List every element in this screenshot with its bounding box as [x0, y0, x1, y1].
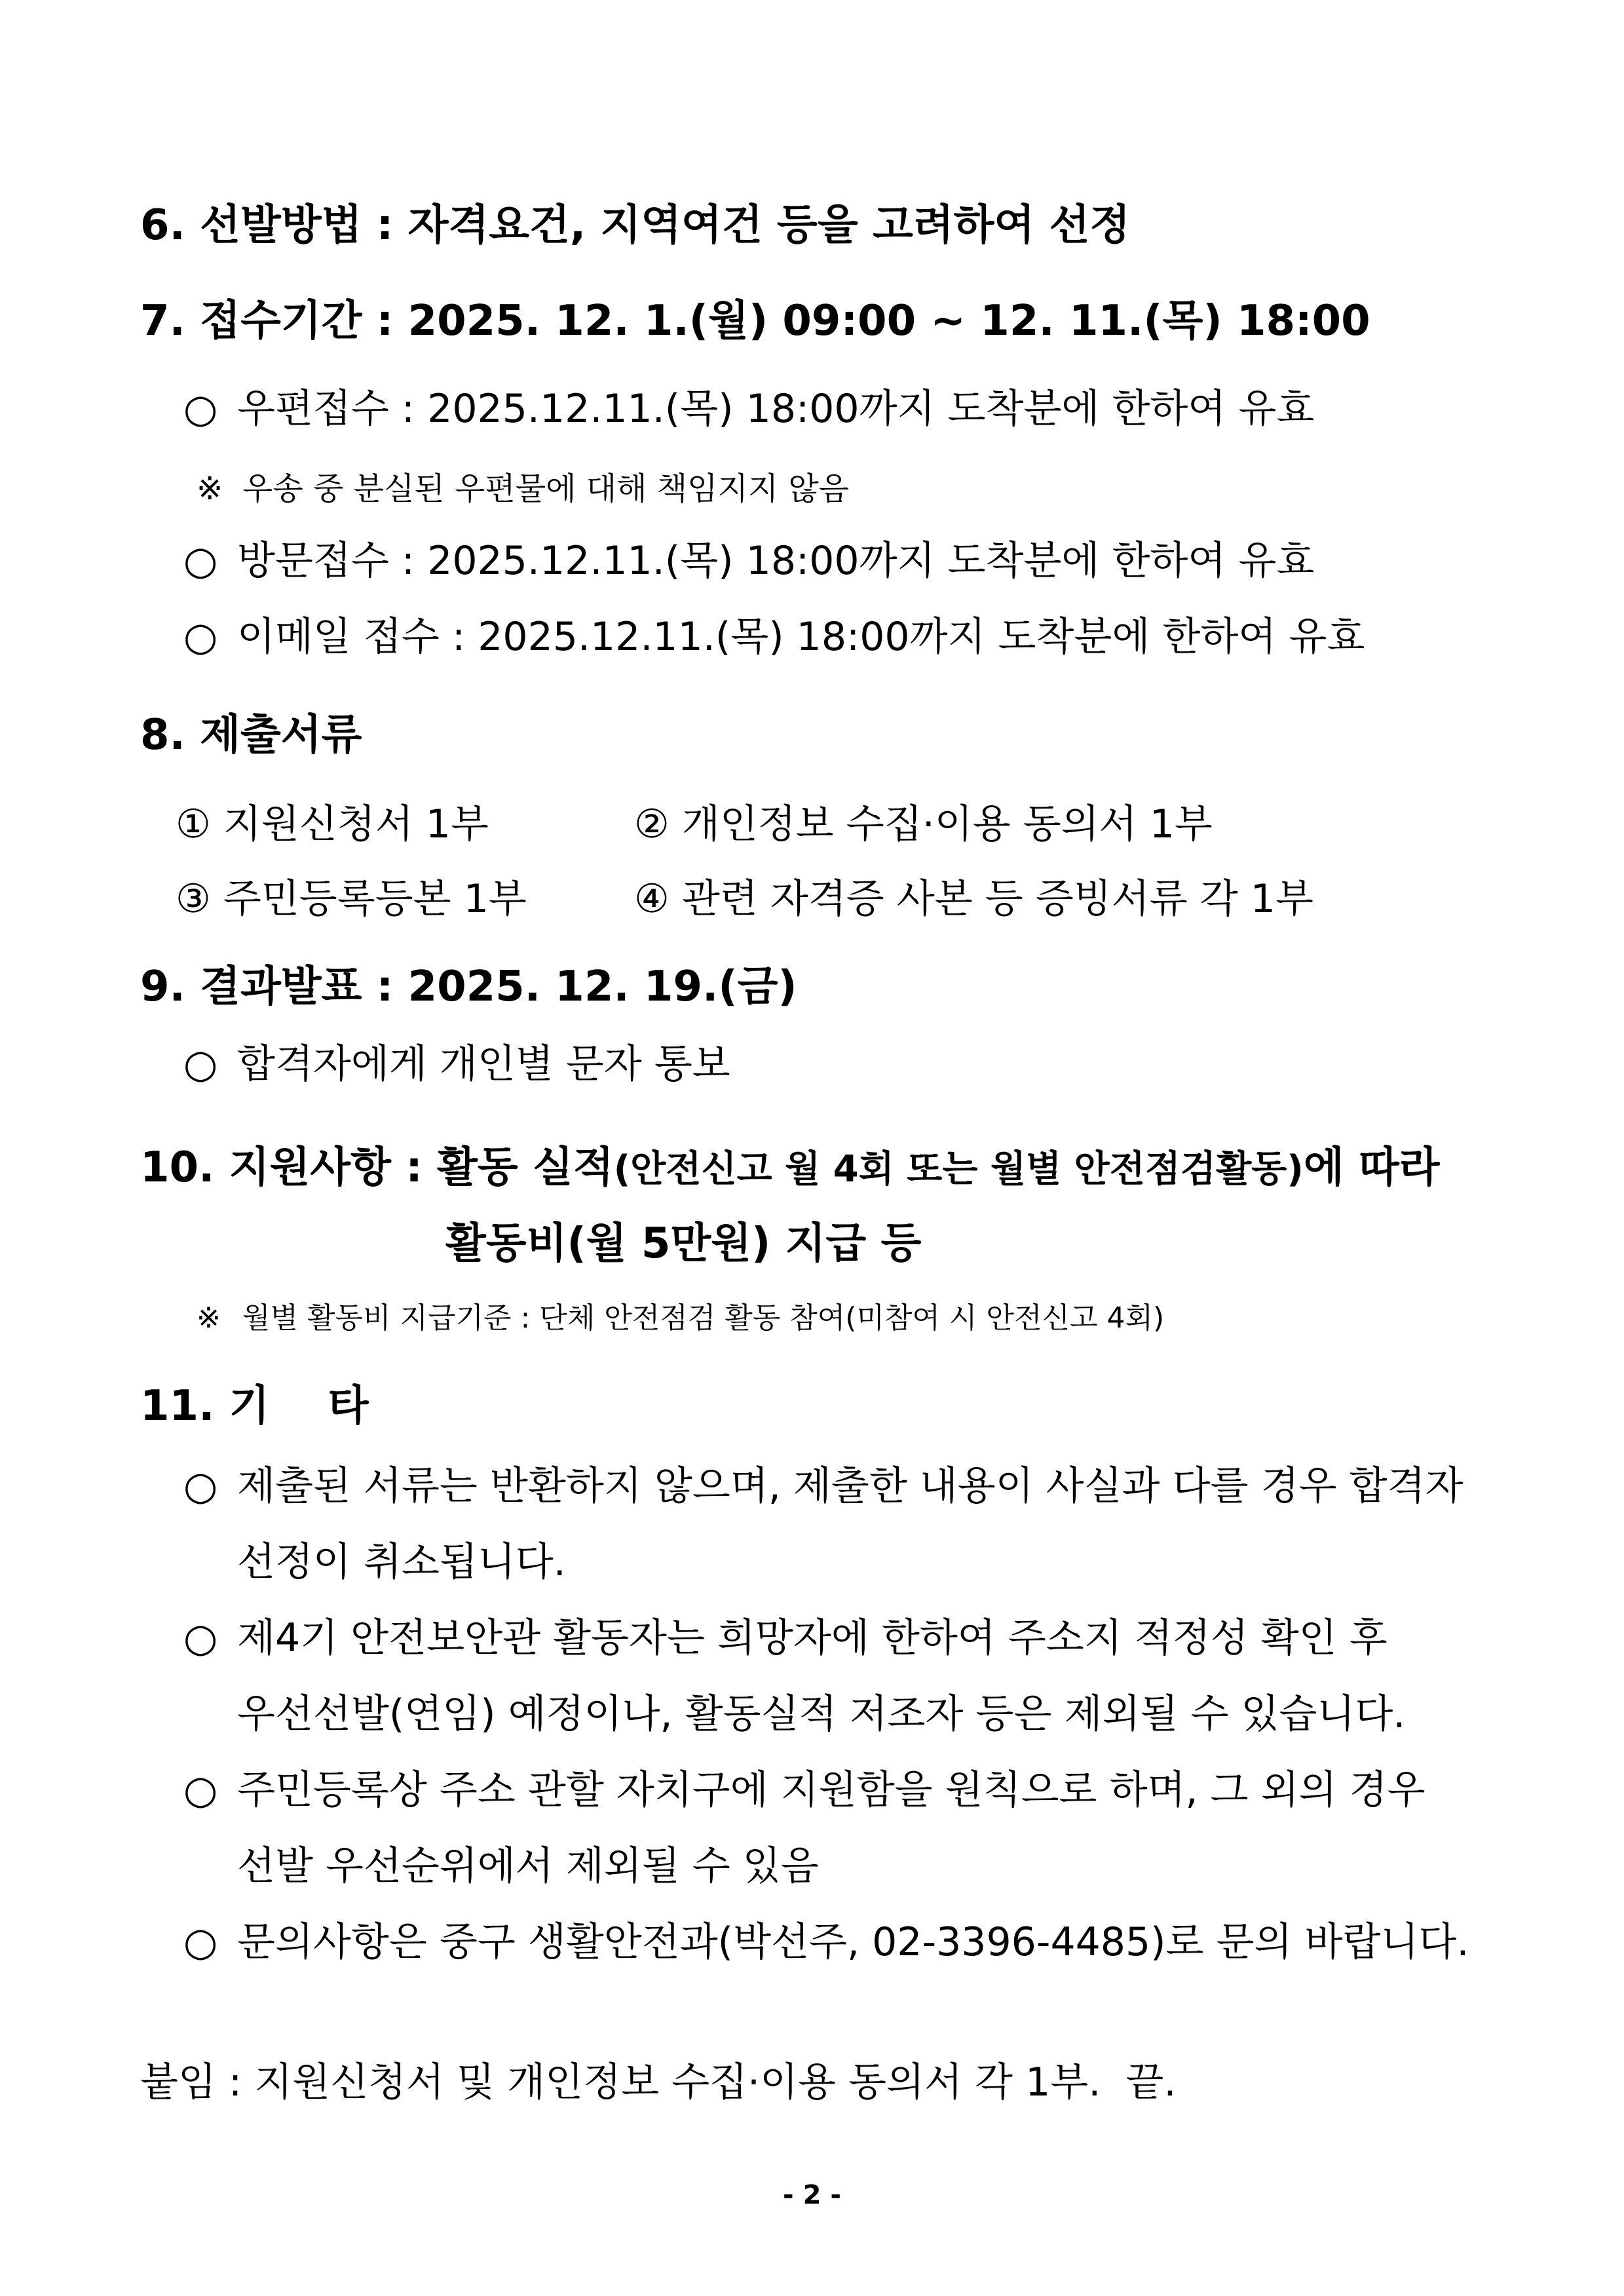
circle-bullet-icon: ○: [183, 386, 218, 432]
section-9-title: 9. 결과발표 : 2025. 12. 19.(금): [140, 963, 797, 1011]
list-item: [183, 1615, 1388, 1661]
email-receipt-text: 이메일 접수 : 2025.12.11.(목) 18:00까지 도착분에 한하여 유효: [237, 614, 1365, 660]
doc-item-2: ② 개인정보 수집·이용 동의서 1부: [634, 801, 1213, 847]
circle-bullet-icon: ○: [183, 1041, 218, 1087]
section-10-title-line2: 활동비(월 5만원) 지급 등: [445, 1219, 922, 1268]
circle-bullet-icon: ○: [183, 1615, 218, 1661]
doc-item-3: ③ 주민등록등본 1부: [176, 876, 527, 922]
postal-note-text: 우송 중 분실된 우편물에 대해 책임지지 않음: [242, 470, 850, 507]
inquiry-text: 문의사항은 중구 생활안전과(박선주, 02-3396-4485)로 문의 바랍니다.: [237, 1919, 1469, 1965]
section-10-title-paren: (안전신고 월 4회 또는 월별 안전점검활동): [613, 1148, 1304, 1191]
reference-mark-icon: ※: [197, 1301, 221, 1335]
list-item: [183, 538, 1315, 584]
notice-1-line2: 선정이 취소됩니다.: [237, 1539, 566, 1585]
list-item: [183, 1041, 730, 1087]
reference-mark-icon: ※: [197, 470, 223, 507]
notice-1-line1: 제출된 서류는 반환하지 않으며, 제출한 내용이 사실과 다를 경우 합격자: [237, 1463, 1463, 1509]
circle-bullet-icon: ○: [183, 1463, 218, 1509]
notice-2-line1: 제4기 안전보안관 활동자는 희망자에 한하여 주소지 적정성 확인 후: [237, 1615, 1388, 1661]
postal-receipt-text: 우편접수 : 2025.12.11.(목) 18:00까지 도착분에 한하여 유효: [237, 386, 1315, 432]
activity-fee-note-text: 월별 활동비 지급기준 : 단체 안전점검 활동 참여(미참여 시 안전신고 4회): [242, 1301, 1165, 1335]
notice-3-line2: 선발 우선순위에서 제외될 수 있음: [237, 1843, 819, 1889]
section-10-title-prefix: 10. 지원사항 : 활동 실적: [140, 1143, 614, 1192]
circle-bullet-icon: ○: [183, 614, 218, 660]
list-item: [183, 386, 1315, 432]
section-10-title: [140, 1143, 1440, 1192]
list-item: [183, 1767, 1426, 1813]
activity-fee-note: [197, 1301, 1165, 1335]
doc-item-1: ① 지원신청서 1부: [176, 801, 489, 847]
list-item: [183, 1463, 1463, 1509]
section-8-title: 8. 제출서류: [140, 711, 362, 759]
section-11-title: 11. 기 타: [140, 1382, 369, 1430]
notice-2-line2: 우선선발(연임) 예정이나, 활동실적 저조자 등은 제외될 수 있습니다.: [237, 1691, 1406, 1737]
doc-item-4: ④ 관련 자격증 사본 등 증빙서류 각 1부: [634, 876, 1313, 922]
circle-bullet-icon: ○: [183, 538, 218, 584]
section-7-title: 7. 접수기간 : 2025. 12. 1.(월) 09:00 ~ 12. 11.(목) 18:00: [140, 297, 1370, 345]
section-10-title-suffix: 에 따라: [1303, 1143, 1440, 1192]
postal-note: [197, 470, 850, 507]
notice-3-line1: 주민등록상 주소 관할 자치구에 지원함을 원칙으로 하며, 그 외의 경우: [237, 1767, 1426, 1813]
visit-receipt-text: 방문접수 : 2025.12.11.(목) 18:00까지 도착분에 한하여 유효: [237, 538, 1315, 584]
circle-bullet-icon: ○: [183, 1767, 218, 1813]
attachment-line: 붙임 : 지원신청서 및 개인정보 수집·이용 동의서 각 1부. 끝.: [140, 2059, 1177, 2105]
section-6-title: 6. 선발방법 : 자격요건, 지역여건 등을 고려하여 선정: [140, 201, 1131, 250]
list-item: [183, 1919, 1469, 1965]
list-item: [183, 614, 1365, 660]
result-notice-text: 합격자에게 개인별 문자 통보: [237, 1041, 730, 1087]
circle-bullet-icon: ○: [183, 1919, 218, 1965]
page-number: - 2 -: [783, 2180, 841, 2210]
